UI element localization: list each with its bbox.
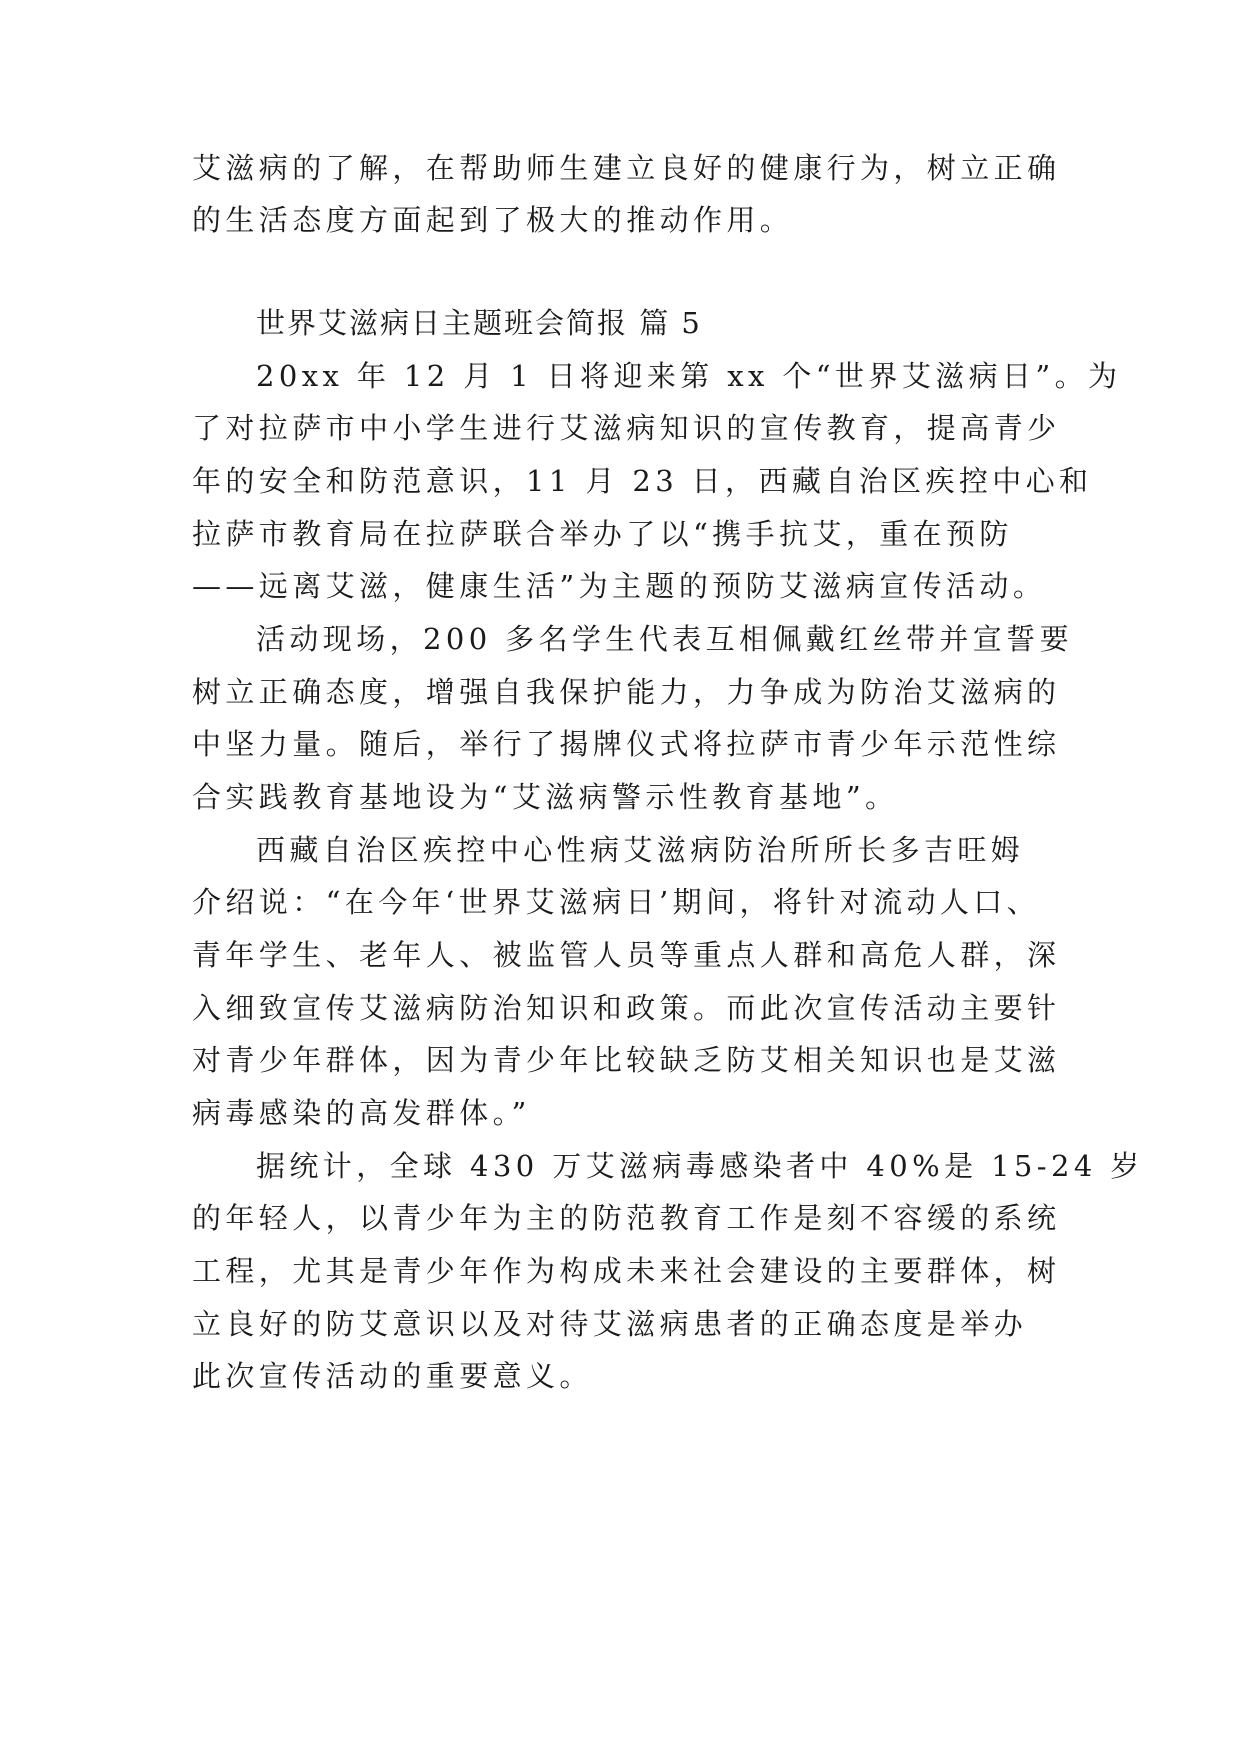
text-line: 立良好的防艾意识以及对待艾滋病患者的正确态度是举办 — [192, 1307, 1028, 1341]
text-line: 树立正确态度，增强自我保护能力，力争成为防治艾滋病的 — [192, 675, 1061, 709]
paragraph-first-line: 20xx 年 12 月 1 日将迎来第 xx 个“世界艾滋病日”。为 — [256, 359, 1122, 393]
text-line: 中坚力量。随后，举行了揭牌仪式将拉萨市青少年示范性综 — [192, 727, 1061, 761]
text-line: 入细致宣传艾滋病防治知识和政策。而此次宣传活动主要针 — [192, 991, 1061, 1025]
text-line: 拉萨市教育局在拉萨联合举办了以“携手抗艾，重在预防 — [192, 517, 1013, 551]
text-line: ——远离艾滋，健康生活”为主题的预防艾滋病宣传活动。 — [192, 569, 1047, 603]
text-line: 了对拉萨市中小学生进行艾滋病知识的宣传教育，提高青少 — [192, 411, 1061, 445]
text-line: 年的安全和防范意识，11 月 23 日，西藏自治区疾控中心和 — [192, 464, 1093, 498]
text-line: 病毒感染的高发群体。” — [192, 1096, 531, 1130]
text-line: 工程，尤其是青少年作为构成未来社会建设的主要群体，树 — [192, 1254, 1061, 1288]
text-line: 介绍说：“在今年‘世界艾滋病日’期间，将针对流动人口、 — [192, 885, 1041, 919]
section-title: 世界艾滋病日主题班会简报 篇 5 — [256, 306, 702, 340]
paragraph-first-line: 活动现场，200 多名学生代表互相佩戴红丝带并宣誓要 — [256, 622, 1073, 656]
text-line: 对青少年群体，因为青少年比较缺乏防艾相关知识也是艾滋 — [192, 1043, 1061, 1077]
paragraph-first-line: 西藏自治区疾控中心性病艾滋病防治所所长多吉旺姆 — [256, 833, 1025, 867]
text-line: 此次宣传活动的重要意义。 — [192, 1359, 593, 1393]
paragraph-first-line: 据统计，全球 430 万艾滋病毒感染者中 40%是 15-24 岁 — [256, 1149, 1144, 1183]
text-line: 合实践教育基地设为“艾滋病警示性教育基地”。 — [192, 780, 899, 814]
text-line: 的生活态度方面起到了极大的推动作用。 — [192, 203, 794, 237]
text-line: 的年轻人，以青少年为主的防范教育工作是刻不容缓的系统 — [192, 1201, 1061, 1235]
text-line: 艾滋病的了解，在帮助师生建立良好的健康行为，树立正确 — [192, 151, 1061, 185]
text-line: 青年学生、老年人、被监管人员等重点人群和高危人群，深 — [192, 938, 1061, 972]
